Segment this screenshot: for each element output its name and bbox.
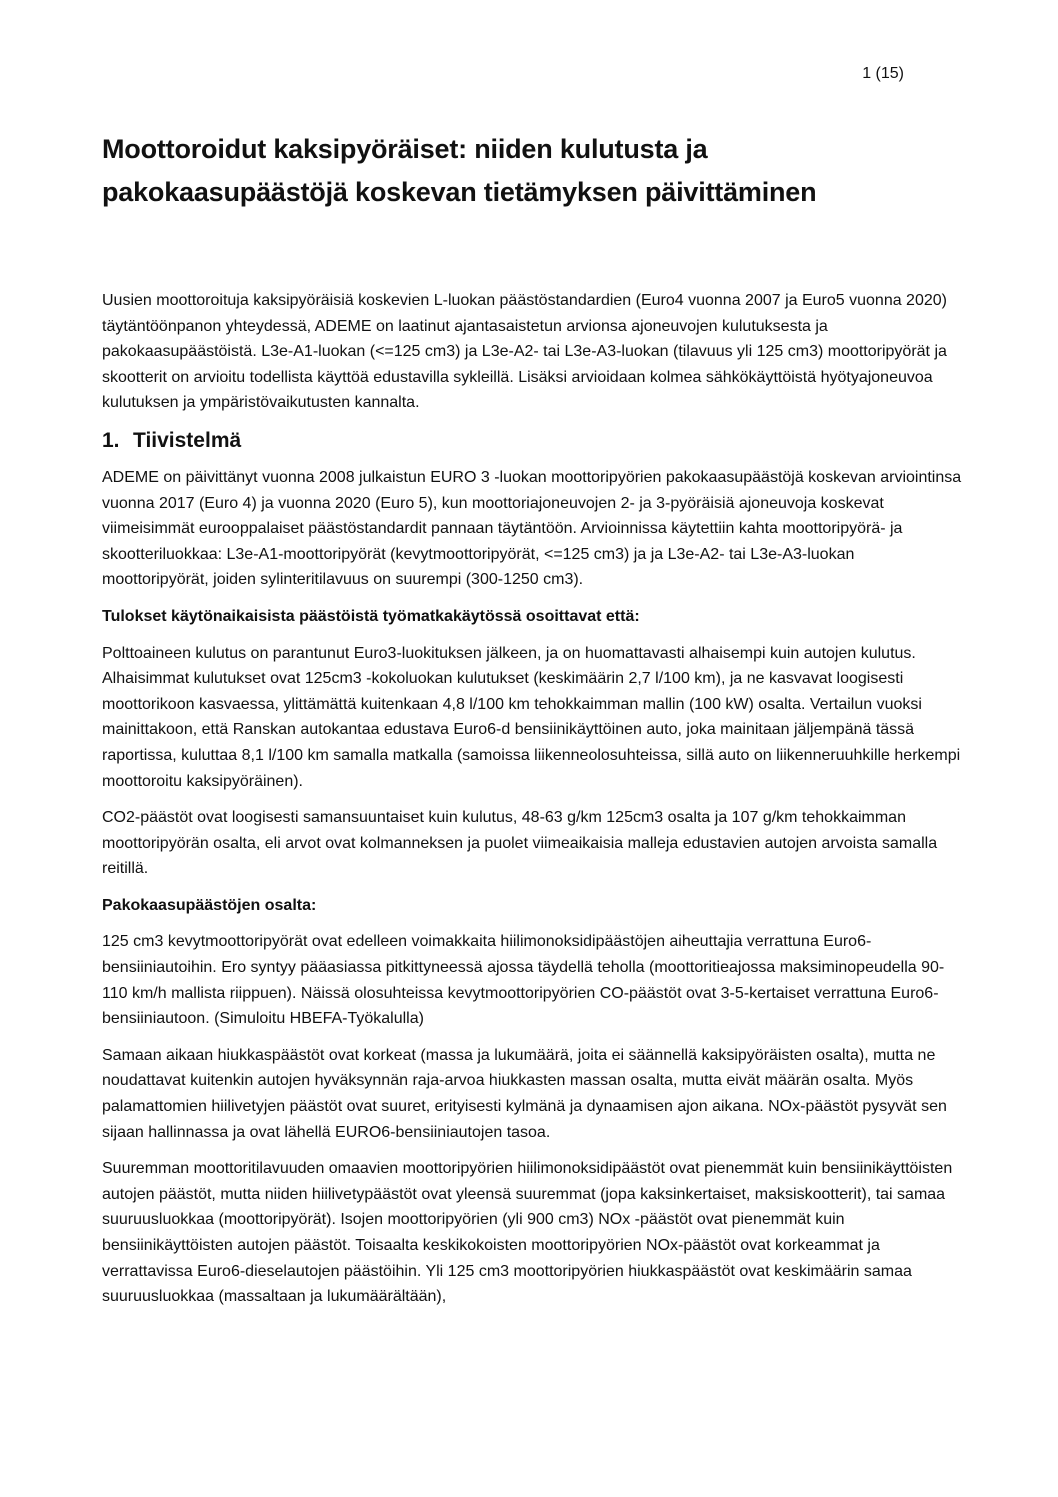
particulate-paragraph: Samaan aikaan hiukkaspäästöt ovat korkeat (massa ja lukumäärä, joita ei säännellä kaksipyöräisten osalta), mutta ne noudattavat kuitenkin autojen hyväksynnän raja-arvoa hiukkasten massan osalta, mutta eivät määrän osalta. Myös palamattomien hiilivetyjen päästöt ovat suuret, erityisesti kylmänä ja dynaamisen ajon aikana. NOx-päästöt pysyvät sen sijaan hallinnassa ja ovat lähellä EURO6-bensiiniautojen tasoa. [102, 1046, 947, 1141]
page-number: 1 (15) [862, 65, 904, 82]
document-title [102, 128, 962, 214]
light-motorcycle-paragraph: 125 cm3 kevytmoottoripyörät ovat edelleen voimakkaita hiilimonoksidipäästöjen aiheuttajia verrattuna Euro6-bensiiniautoihin. Ero syntyy pääasiassa pitkittyneessä ajossa täydellä teholla (moottoritieajossa maksiminopeudella 90-110 km/h mallista riippuen). Näissä olosuhteissa kevytmoottoripyörien CO-päästöt ovat 3-5-kertaiset verrattuna Euro6-bensiiniautoon. (Simuloitu HBEFA-Työkalulla) [102, 933, 945, 1028]
title-line-2: pakokaasupäästöjä koskevan tietämyksen päivittäminen [102, 177, 817, 207]
section-heading [102, 427, 962, 455]
intro-paragraph: Uusien moottoroituja kaksipyöräisiä koskevien L-luokan päästöstandardien (Euro4 vuonna 2007 ja Euro5 vuonna 2020) täytäntöönpanon yhteydessä, ADEME on laatinut ajantasaistetun arvionsa ajoneuvojen kulutuksesta ja pakokaasupäästöistä. L3e-A1-luokan (<=125 cm3) ja L3e-A2- tai L3e-A3-luokan (tilavuus yli 125 cm3) moottoripyörät ja skootterit on arvioitu todellista käyttöä edustavilla sykleillä. Lisäksi arvioidaan kolmea sähkökäyttöistä hyötyajoneuvoa kulutuksen ja ympäristövaikutusten kannalta. [102, 292, 947, 412]
page-content [102, 128, 962, 1321]
large-motorcycle-paragraph: Suuremman moottoritilavuuden omaavien moottoripyörien hiilimonoksidipäästöt ovat pienemmät kuin bensiinikäyttöisten autojen päästöt, mutta niiden hiilivetypäästöt ovat yleensä suuremmat (jopa kaksinkertaiset, maksiskootterit), tai samaa suuruusluokkaa (moottoripyörät). Isojen moottoripyörien (yli 900 cm3) NOx -päästöt ovat pienemmät kuin bensiinikäyttöisten autojen päästöt. Toisaalta keskikokoisten moottoripyörien NOx-päästöt ovat korkeammat ja verrattavissa Euro6-dieselautojen päästöihin. Yli 125 cm3 moottoripyörien hiukkaspäästöt ovat keskimäärin samaa suuruusluokkaa (massaltaan ja lukumäärältään), [102, 1160, 953, 1306]
section-number: 1. [102, 428, 120, 452]
title-line-1: Moottoroidut kaksipyöräiset: niiden kulutusta ja [102, 134, 708, 164]
results-subheading: Tulokset käytönaikaisista päästöistä työmatkakäytössä osoittavat että: [102, 607, 640, 625]
fuel-consumption-paragraph: Polttoaineen kulutus on parantunut Euro3-luokituksen jälkeen, ja on huomattavasti alhaisempi kuin autojen kulutus. Alhaisimmat kulutukset ovat 125cm3 -kokoluokan kulutukset (keskimäärin 2,7 l/100 km), ja ne kasvavat loogisesti moottorikoon kasvaessa, ylittämättä kuitenkaan 4,8 l/100 km tehokkaimman mallin (100 kW) osalta. Vertailun vuoksi mainittakoon, että Ranskan autokantaa edustava Euro6-d bensiinikäyttöinen auto, joka mainitaan jäljempänä tässä raportissa, kuluttaa 8,1 l/100 km samalla matkalla (samoissa liikenneolosuhteissa, sillä auto on liikenneruuhkille herkempi moottoroitu kaksipyöräinen). [102, 644, 961, 790]
exhaust-subheading: Pakokaasupäästöjen osalta: [102, 896, 317, 914]
section-title: Tiivistelmä [133, 428, 242, 452]
co2-paragraph: CO2-päästöt ovat loogisesti samansuuntaiset kuin kulutus, 48-63 g/km 125cm3 osalta ja 107 g/km tehokkaimman moottoripyörän osalta, eli arvot ovat kolmanneksen ja puolet viimeaikaisia malleja edustavien autojen arvoista samalla reitillä. [102, 809, 938, 878]
summary-paragraph: ADEME on päivittänyt vuonna 2008 julkaistun EURO 3 -luokan moottoripyörien pakokaasupäästöjä koskevan arviointinsa vuonna 2017 (Euro 4) ja vuonna 2020 (Euro 5), kun moottoriajoneuvojen 2- ja 3-pyöräisiä ajoneuvoja koskevat viimeisimmät eurooppalaiset päästöstandardit pannaan täytäntöön. Arvioinnissa käytettiin kahta moottoripyörä- ja skootteriluokkaa: L3e-A1-moottoripyörät (kevytmoottoripyörät, <=125 cm3) ja ja L3e-A2- tai L3e-A3-luokan moottoripyörät, joiden sylinteritilavuus on suurempi (300-1250 cm3). [102, 468, 962, 589]
